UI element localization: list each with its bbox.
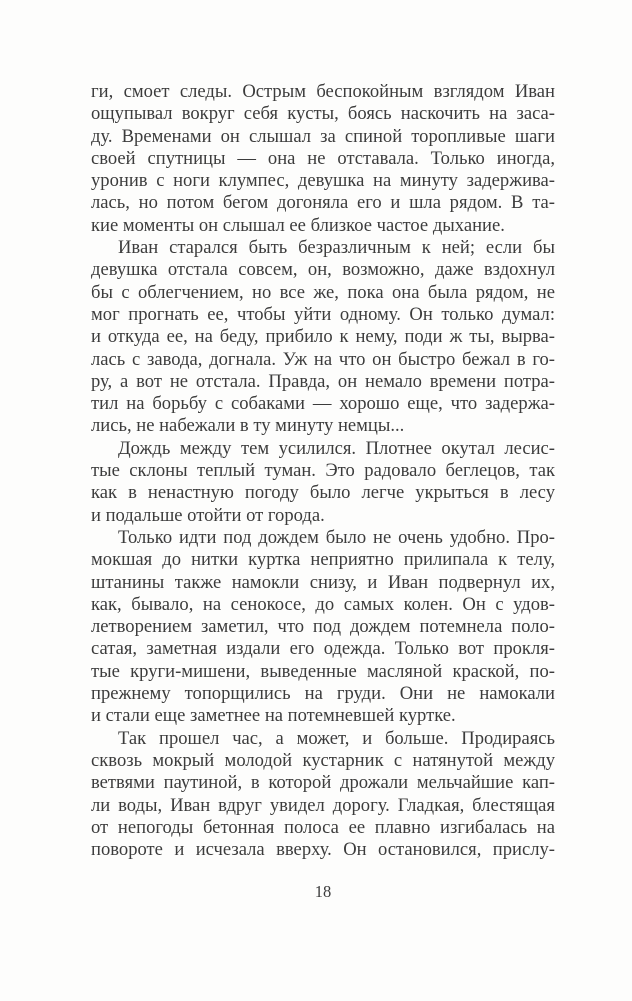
- paragraph: [91, 237, 555, 438]
- page-text: [91, 81, 555, 861]
- text-line: как в ненастную погоду было легче укрыться в лесу: [91, 482, 555, 504]
- text-line: бы с облегчением, но все же, пока она была рядом, не: [91, 281, 555, 303]
- text-line: и стали еще заметнее на потемневшей куртке.: [91, 705, 456, 727]
- text-line: тил на борьбу с собаками — хорошо еще, что задержа-: [91, 393, 555, 415]
- text-line: ощупывал вокруг себя кусты, боясь наскочить на заса-: [91, 103, 555, 125]
- text-line: ру, а вот не отстала. Правда, он немало времени потра-: [91, 370, 555, 392]
- text-line: летворением заметил, что под дождем потемнела поло-: [91, 616, 555, 638]
- text-line: Только идти под дождем было не очень удобно. Про-: [118, 526, 555, 548]
- text-line: как, бывало, на сенокосе, до самых колен. Он с удов-: [91, 593, 555, 615]
- text-line: сатая, заметная издали его одежда. Только вот прокля-: [91, 638, 555, 660]
- text-line: мокшая до нитки куртка неприятно прилипала к телу,: [91, 549, 555, 571]
- text-line: от непогоды бетонная полоса ее плавно изгибалась на: [91, 816, 555, 838]
- text-line: и подальше отойти от города.: [91, 504, 325, 526]
- text-line: лась с завода, догнала. Уж на что он быстро бежал в го-: [91, 348, 555, 370]
- text-line: уронив с ноги клумпес, девушка на минуту задержива-: [91, 170, 555, 192]
- text-line: тые склоны теплый туман. Это радовало беглецов, так: [91, 460, 555, 482]
- text-line: кие моменты он слышал ее близкое частое дыхание.: [91, 214, 505, 236]
- page-number: 18: [314, 882, 332, 901]
- paragraph: [91, 728, 555, 862]
- text-line: ли воды, Иван вдруг увидел дорогу. Гладкая, блестящая: [91, 794, 555, 816]
- text-line: повороте и исчезала вверху. Он остановился, прислу-: [91, 839, 555, 861]
- text-line: мог прогнать ее, чтобы уйти одному. Он только думал:: [91, 303, 555, 325]
- text-line: Дождь между тем усилился. Плотнее окутал лесис-: [118, 437, 555, 459]
- text-line: ги, смоет следы. Острым беспокойным взглядом Иван: [91, 81, 555, 102]
- text-line: прежнему топорщились на груди. Они не намокали: [91, 683, 555, 705]
- paragraph: [91, 527, 555, 728]
- text-line: Так прошел час, а может, и больше. Продираясь: [118, 727, 555, 749]
- paragraph: [91, 438, 555, 527]
- paragraph: [91, 81, 555, 237]
- text-line: девушка отстала совсем, он, возможно, даже вздохнул: [91, 259, 555, 281]
- text-line: своей спутницы — она не отставала. Только иногда,: [91, 147, 555, 169]
- text-line: сквозь мокрый молодой кустарник с натянутой между: [91, 749, 555, 771]
- text-line: ду. Временами он слышал за спиной торопливые шаги: [91, 125, 555, 147]
- text-line: ветвями паутиной, в которой дрожали мельчайшие кап-: [91, 772, 555, 794]
- text-line: штанины также намокли снизу, и Иван подвернул их,: [91, 571, 555, 593]
- text-line: и откуда ее, на беду, прибило к нему, поди ж ты, вырва-: [91, 326, 555, 348]
- text-line: тые круги-мишени, выведенные масляной краской, по-: [91, 660, 555, 682]
- text-line: лись, не набежали в ту минуту немцы...: [91, 415, 405, 437]
- text-line: лась, но потом бегом догоняла его и шла рядом. В та-: [91, 192, 555, 214]
- text-line: Иван старался быть безразличным к ней; если бы: [118, 237, 555, 259]
